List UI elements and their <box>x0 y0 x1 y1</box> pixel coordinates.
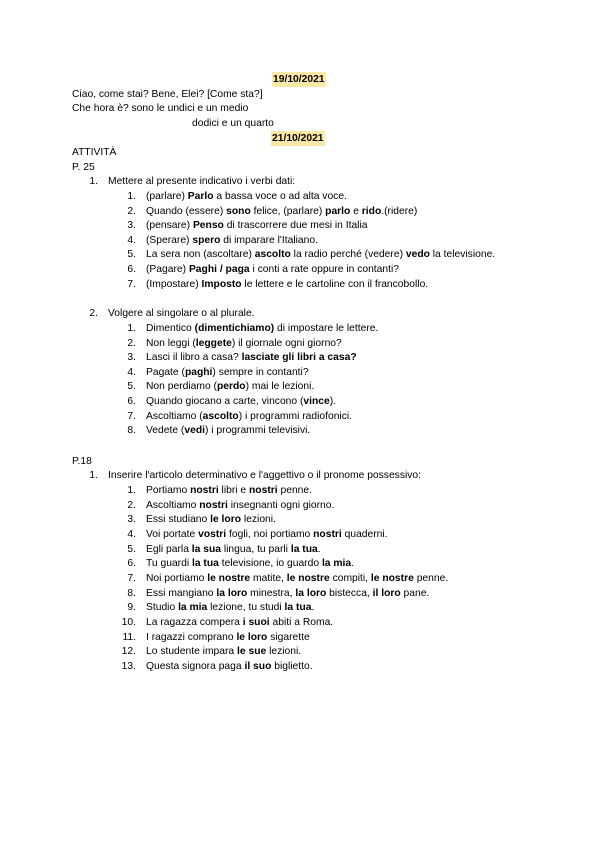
item-text: quaderni. <box>341 528 388 540</box>
answer-text: Parlo <box>187 191 214 202</box>
exercise-number: 2. <box>89 308 98 319</box>
answer-text: vince <box>303 396 330 407</box>
item-text: . <box>317 543 321 555</box>
item-number: 7. <box>127 278 136 290</box>
item-text: televisione, io guardo <box>218 558 322 570</box>
exercise-item <box>146 277 428 292</box>
answer-text: parlo <box>325 205 351 217</box>
time-answer-line: dodici e un quarto <box>192 118 274 129</box>
greeting-line: Ciao, come stai? Bene, Elei? [Come sta?] <box>72 89 263 100</box>
item-number: 12. <box>121 646 136 658</box>
exercise-item <box>146 630 310 645</box>
item-text: ). <box>329 396 337 407</box>
exercise-item <box>146 571 448 586</box>
answer-text: il suo <box>244 660 272 672</box>
item-number: 4. <box>127 528 136 540</box>
item-text: penne. <box>413 572 449 584</box>
page-label: P.18 <box>72 456 92 467</box>
answer-text: la mia <box>321 558 352 570</box>
answer-text: ascolto <box>202 410 239 422</box>
exercise-instruction: Inserire l'articolo determinativo e l'aggettivo o il pronome possessivo: <box>108 470 421 481</box>
exercise-item <box>146 379 314 394</box>
item-text: Pagate ( <box>146 366 185 378</box>
exercise-number: 1. <box>89 470 98 481</box>
exercise-item <box>146 409 352 424</box>
item-text: pane. <box>400 587 430 599</box>
item-number: 8. <box>127 587 136 599</box>
item-text: di impostare le lettere. <box>274 323 379 334</box>
item-text: biglietto. <box>271 660 313 672</box>
item-text: di imparare l'Italiano. <box>220 234 318 246</box>
exercise-instruction: Volgere al singolare o al plurale. <box>108 308 255 319</box>
answer-text: vedo <box>405 249 430 261</box>
item-text: penne. <box>277 485 312 496</box>
section-title: ATTIVITÀ <box>72 147 117 158</box>
item-text: insegnanti ogni giorno. <box>227 499 335 511</box>
answer-text: ascolto <box>254 249 291 261</box>
answer-text: la loro <box>216 587 248 599</box>
item-text: Tu guardi <box>146 558 192 570</box>
item-text: ) mai le lezioni. <box>245 381 315 393</box>
exercise-item <box>146 204 417 219</box>
answer-text: le nostre <box>207 572 251 584</box>
item-text: . <box>311 602 315 614</box>
item-number: 9. <box>127 602 136 614</box>
item-text: (pensare) <box>146 220 193 232</box>
item-text: Essi studiano <box>146 514 211 526</box>
item-text: compiti, <box>329 572 371 584</box>
item-text: a bassa voce o ad alta voce. <box>213 191 347 202</box>
item-number: 4. <box>127 234 136 246</box>
answer-text: lasciate gli libri a casa? <box>241 352 357 364</box>
answer-text: le sue <box>237 646 267 658</box>
item-number: 5. <box>127 249 136 261</box>
answer-text: le loro <box>210 514 242 526</box>
item-text: Noi portiamo <box>146 572 208 584</box>
exercise-item <box>146 189 347 204</box>
item-text: Studio <box>146 602 179 614</box>
answer-text: perdo <box>216 381 246 393</box>
exercise-item <box>146 527 388 542</box>
answer-text: le nostre <box>286 572 330 584</box>
item-text: Egli parla <box>146 543 192 555</box>
answer-text: leggete <box>195 337 232 349</box>
item-text: (Pagare) <box>146 264 189 275</box>
exercise-item <box>146 262 399 277</box>
answer-text: le loro <box>236 631 268 643</box>
answer-text: vostri <box>198 528 227 540</box>
exercise-item <box>146 542 321 557</box>
exercise-item <box>146 600 314 615</box>
answer-text: le nostre <box>370 572 414 584</box>
item-text: ) sempre in contanti? <box>212 366 309 378</box>
exercise-item <box>146 218 368 233</box>
item-number: 3. <box>127 514 136 526</box>
item-number: 8. <box>127 425 136 437</box>
item-text: la televisione. <box>429 249 496 261</box>
exercise-item <box>146 615 333 630</box>
item-number: 6. <box>127 558 136 570</box>
answer-text: vedi <box>184 425 205 437</box>
item-text: lezioni. <box>241 514 276 526</box>
item-text: Dimentico <box>146 323 195 334</box>
exercise-item <box>146 512 276 527</box>
exercise-item <box>146 365 309 380</box>
item-text: . <box>351 558 355 570</box>
exercise-item <box>146 659 313 674</box>
answer-text: la sua <box>191 543 221 555</box>
item-number: 7. <box>127 410 136 422</box>
answer-text: la loro <box>295 587 327 599</box>
item-number: 2. <box>127 205 136 217</box>
item-text: ) il giornale ogni giorno? <box>231 337 342 349</box>
exercise-item <box>146 336 342 351</box>
answer-text: nostri <box>313 528 342 540</box>
answer-text: Penso <box>192 220 224 232</box>
item-text: I ragazzi comprano <box>146 631 237 643</box>
exercise-item <box>146 423 310 438</box>
item-text: ) i programmi radiofonici. <box>238 410 353 422</box>
answer-text: Paghi / paga <box>188 264 250 275</box>
item-text: Vedete ( <box>146 425 185 437</box>
item-text: (Impostare) <box>146 278 202 290</box>
item-number: 4. <box>127 366 136 378</box>
answer-text: la mia <box>178 602 208 614</box>
date-heading: 19/10/2021 <box>273 74 325 85</box>
item-text: lezioni. <box>266 646 302 658</box>
item-number: 1. <box>127 191 136 202</box>
item-number: 11. <box>122 631 136 643</box>
date-heading: 21/10/2021 <box>272 133 324 144</box>
page-label: P. 25 <box>72 162 95 173</box>
item-text: felice, (parlare) <box>250 205 326 217</box>
item-text: di trascorrere due mesi in Italia <box>223 220 368 232</box>
answer-text: nostri <box>199 499 228 511</box>
item-number: 1. <box>127 323 136 334</box>
item-text: Questa signora paga <box>146 660 245 672</box>
item-text: matite, <box>250 572 287 584</box>
answer-text: paghi <box>184 366 213 378</box>
item-text: lezione, tu studi <box>207 602 285 614</box>
item-text: abiti a Roma. <box>269 616 334 628</box>
item-number: 3. <box>127 352 136 364</box>
time-question-line: Che hora è? sono le undici e un medio <box>72 103 249 114</box>
item-text: minestra, <box>247 587 296 599</box>
item-text: .(ridere) <box>381 205 418 217</box>
exercise-number: 1. <box>89 176 98 187</box>
item-text: libri e <box>218 485 250 496</box>
item-number: 2. <box>127 499 136 511</box>
item-text: sigarette <box>267 631 310 643</box>
exercise-item <box>146 350 357 365</box>
item-text: Non leggi ( <box>146 337 196 349</box>
item-text: Voi portate <box>146 528 199 540</box>
item-text: Essi mangiano <box>146 587 217 599</box>
exercise-item <box>146 644 301 659</box>
exercise-item <box>146 394 336 409</box>
answer-text: nostri <box>190 485 219 496</box>
item-number: 6. <box>127 396 136 407</box>
item-text: lingua, tu parli <box>221 543 291 555</box>
item-text: Quando giocano a carte, vincono ( <box>146 396 304 407</box>
item-number: 1. <box>127 485 136 496</box>
item-text: Lasci il libro a casa? <box>146 352 242 364</box>
item-text: la radio perché (vedere) <box>290 249 406 261</box>
item-text: La ragazza compera <box>146 616 243 628</box>
answer-text: rido <box>361 205 382 217</box>
item-text: e <box>350 205 362 217</box>
item-number: 13. <box>121 660 136 672</box>
item-number: 7. <box>127 572 136 584</box>
answer-text: (dimentichiamo) <box>194 323 275 334</box>
item-number: 2. <box>127 337 136 349</box>
answer-text: la tua <box>284 602 312 614</box>
exercise-instruction: Mettere al presente indicativo i verbi dati: <box>108 176 296 187</box>
item-text: fogli, noi portiamo <box>226 528 314 540</box>
item-text: La sera non (ascoltare) <box>146 249 255 261</box>
answer-text: i suoi <box>242 616 270 628</box>
item-text: i conti a rate oppure in contanti? <box>249 264 399 275</box>
item-text: Portiamo <box>146 485 191 496</box>
item-text: (Sperare) <box>146 234 193 246</box>
item-text: Quando (essere) <box>146 205 227 217</box>
item-number: 3. <box>127 220 136 232</box>
item-text: le lettere e le cartoline con il francobollo. <box>241 278 429 290</box>
exercise-item <box>146 233 318 248</box>
item-text: Lo studente impara <box>146 646 238 658</box>
answer-text: nostri <box>249 485 278 496</box>
exercise-item <box>146 483 312 498</box>
item-text: (parlare) <box>146 191 188 202</box>
item-number: 10. <box>121 616 136 628</box>
item-text: Ascoltiamo <box>146 499 200 511</box>
exercise-item <box>146 321 378 336</box>
answer-text: Imposto <box>201 278 242 290</box>
answer-text: sono <box>226 205 251 217</box>
item-text: Ascoltiamo ( <box>146 410 203 422</box>
answer-text: spero <box>192 234 221 246</box>
exercise-item <box>146 556 354 571</box>
answer-text: la tua <box>191 558 219 570</box>
item-number: 6. <box>127 264 136 275</box>
item-text: ) i programmi televisivi. <box>204 425 311 437</box>
item-number: 5. <box>127 543 136 555</box>
exercise-item <box>146 586 429 601</box>
answer-text: il loro <box>372 587 401 599</box>
item-number: 5. <box>127 381 136 393</box>
answer-text: la tua <box>290 543 318 555</box>
exercise-item <box>146 247 495 262</box>
item-text: bistecca, <box>326 587 373 599</box>
exercise-item <box>146 498 334 513</box>
item-text: Non perdiamo ( <box>146 381 217 393</box>
